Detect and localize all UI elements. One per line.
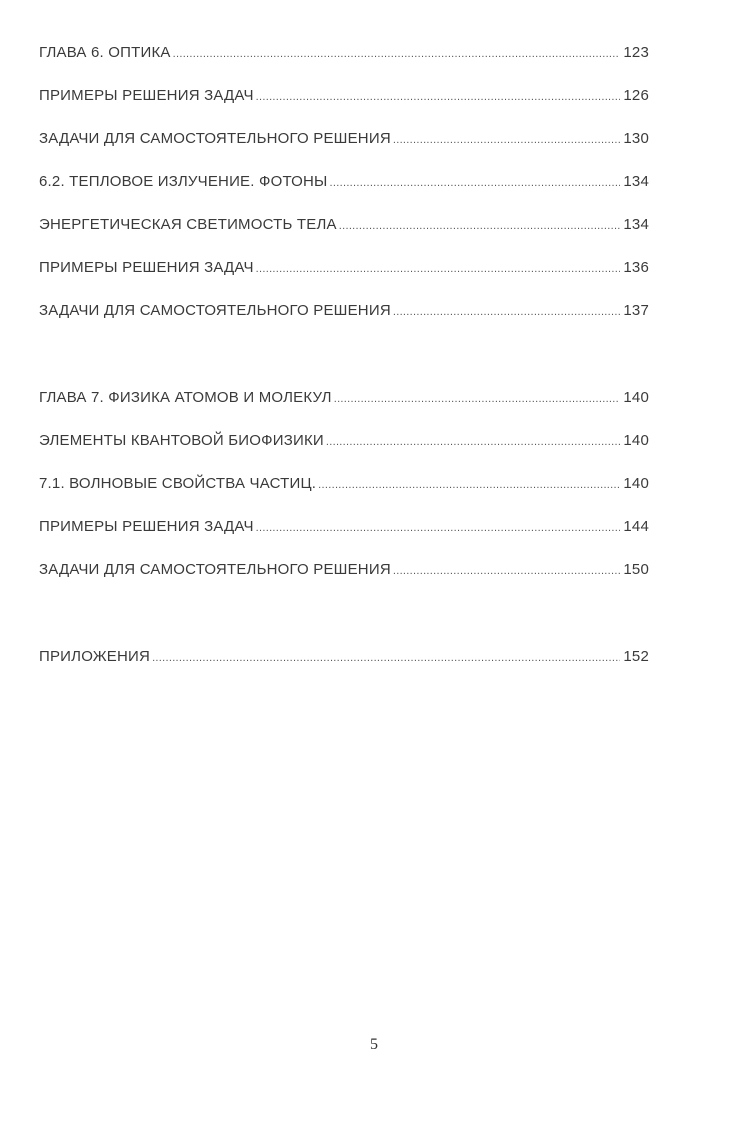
toc-entry-title: ПРИЛОЖЕНИЯ [39, 648, 151, 665]
toc-entry-page: 140 [623, 389, 649, 406]
toc-entry-title: ГЛАВА 7. ФИЗИКА АТОМОВ И МОЛЕКУЛ [39, 389, 332, 406]
toc-dot-leader [173, 48, 621, 60]
toc-group-appendices [39, 648, 649, 691]
toc-dot-leader [393, 565, 621, 577]
toc-entry-page: 144 [623, 518, 649, 535]
table-of-contents [39, 44, 649, 691]
toc-entry-page: 130 [623, 130, 649, 147]
toc-entry-title: 6.2. ТЕПЛОВОЕ ИЗЛУЧЕНИЕ. ФОТОНЫ [39, 173, 328, 190]
toc-entry-title: ЭЛЕМЕНТЫ КВАНТОВОЙ БИОФИЗИКИ [39, 432, 324, 449]
toc-entry-page: 150 [623, 561, 649, 578]
toc-entry-page: 123 [623, 44, 649, 61]
toc-dot-leader [152, 652, 620, 664]
toc-entry [39, 561, 649, 604]
toc-dot-leader [334, 393, 621, 405]
page-number: 5 [370, 1036, 378, 1053]
toc-entry [39, 475, 649, 518]
toc-entry-page: 136 [623, 259, 649, 276]
toc-dot-leader [339, 220, 621, 232]
toc-entry [39, 302, 649, 345]
toc-entry [39, 87, 649, 130]
toc-entry-title: ЭНЕРГЕТИЧЕСКАЯ СВЕТИМОСТЬ ТЕЛА [39, 216, 337, 233]
toc-dot-leader [256, 263, 621, 275]
toc-entry-page: 140 [623, 475, 649, 492]
toc-dot-leader [256, 522, 621, 534]
toc-entry [39, 259, 649, 302]
toc-entry-title: ЗАДАЧИ ДЛЯ САМОСТОЯТЕЛЬНОГО РЕШЕНИЯ [39, 302, 391, 319]
toc-dot-leader [256, 91, 621, 103]
toc-entry [39, 389, 649, 432]
toc-entry-page: 140 [623, 432, 649, 449]
toc-entry-page: 126 [623, 87, 649, 104]
toc-entry-title: ГЛАВА 6. ОПТИКА [39, 44, 171, 61]
toc-entry-title: ЗАДАЧИ ДЛЯ САМОСТОЯТЕЛЬНОГО РЕШЕНИЯ [39, 130, 391, 147]
toc-entry [39, 432, 649, 475]
toc-entry-page: 152 [623, 648, 649, 665]
toc-entry-title: ПРИМЕРЫ РЕШЕНИЯ ЗАДАЧ [39, 259, 254, 276]
toc-entry-page: 134 [623, 173, 649, 190]
toc-dot-leader [326, 436, 620, 448]
toc-entry-page: 137 [623, 302, 649, 319]
toc-entry [39, 173, 649, 216]
toc-entry-title: ПРИМЕРЫ РЕШЕНИЯ ЗАДАЧ [39, 518, 254, 535]
toc-dot-leader [393, 134, 621, 146]
toc-entry [39, 518, 649, 561]
toc-entry-title: ПРИМЕРЫ РЕШЕНИЯ ЗАДАЧ [39, 87, 254, 104]
toc-entry [39, 130, 649, 173]
toc-group-chapter-7 [39, 389, 649, 604]
toc-entry [39, 44, 649, 87]
toc-dot-leader [393, 306, 621, 318]
toc-group-chapter-6 [39, 44, 649, 345]
toc-entry-page: 134 [623, 216, 649, 233]
toc-entry [39, 216, 649, 259]
toc-entry [39, 648, 649, 691]
toc-entry-title: ЗАДАЧИ ДЛЯ САМОСТОЯТЕЛЬНОГО РЕШЕНИЯ [39, 561, 391, 578]
toc-dot-leader [318, 479, 620, 491]
toc-dot-leader [330, 177, 621, 189]
toc-entry-title: 7.1. ВОЛНОВЫЕ СВОЙСТВА ЧАСТИЦ. [39, 475, 317, 492]
